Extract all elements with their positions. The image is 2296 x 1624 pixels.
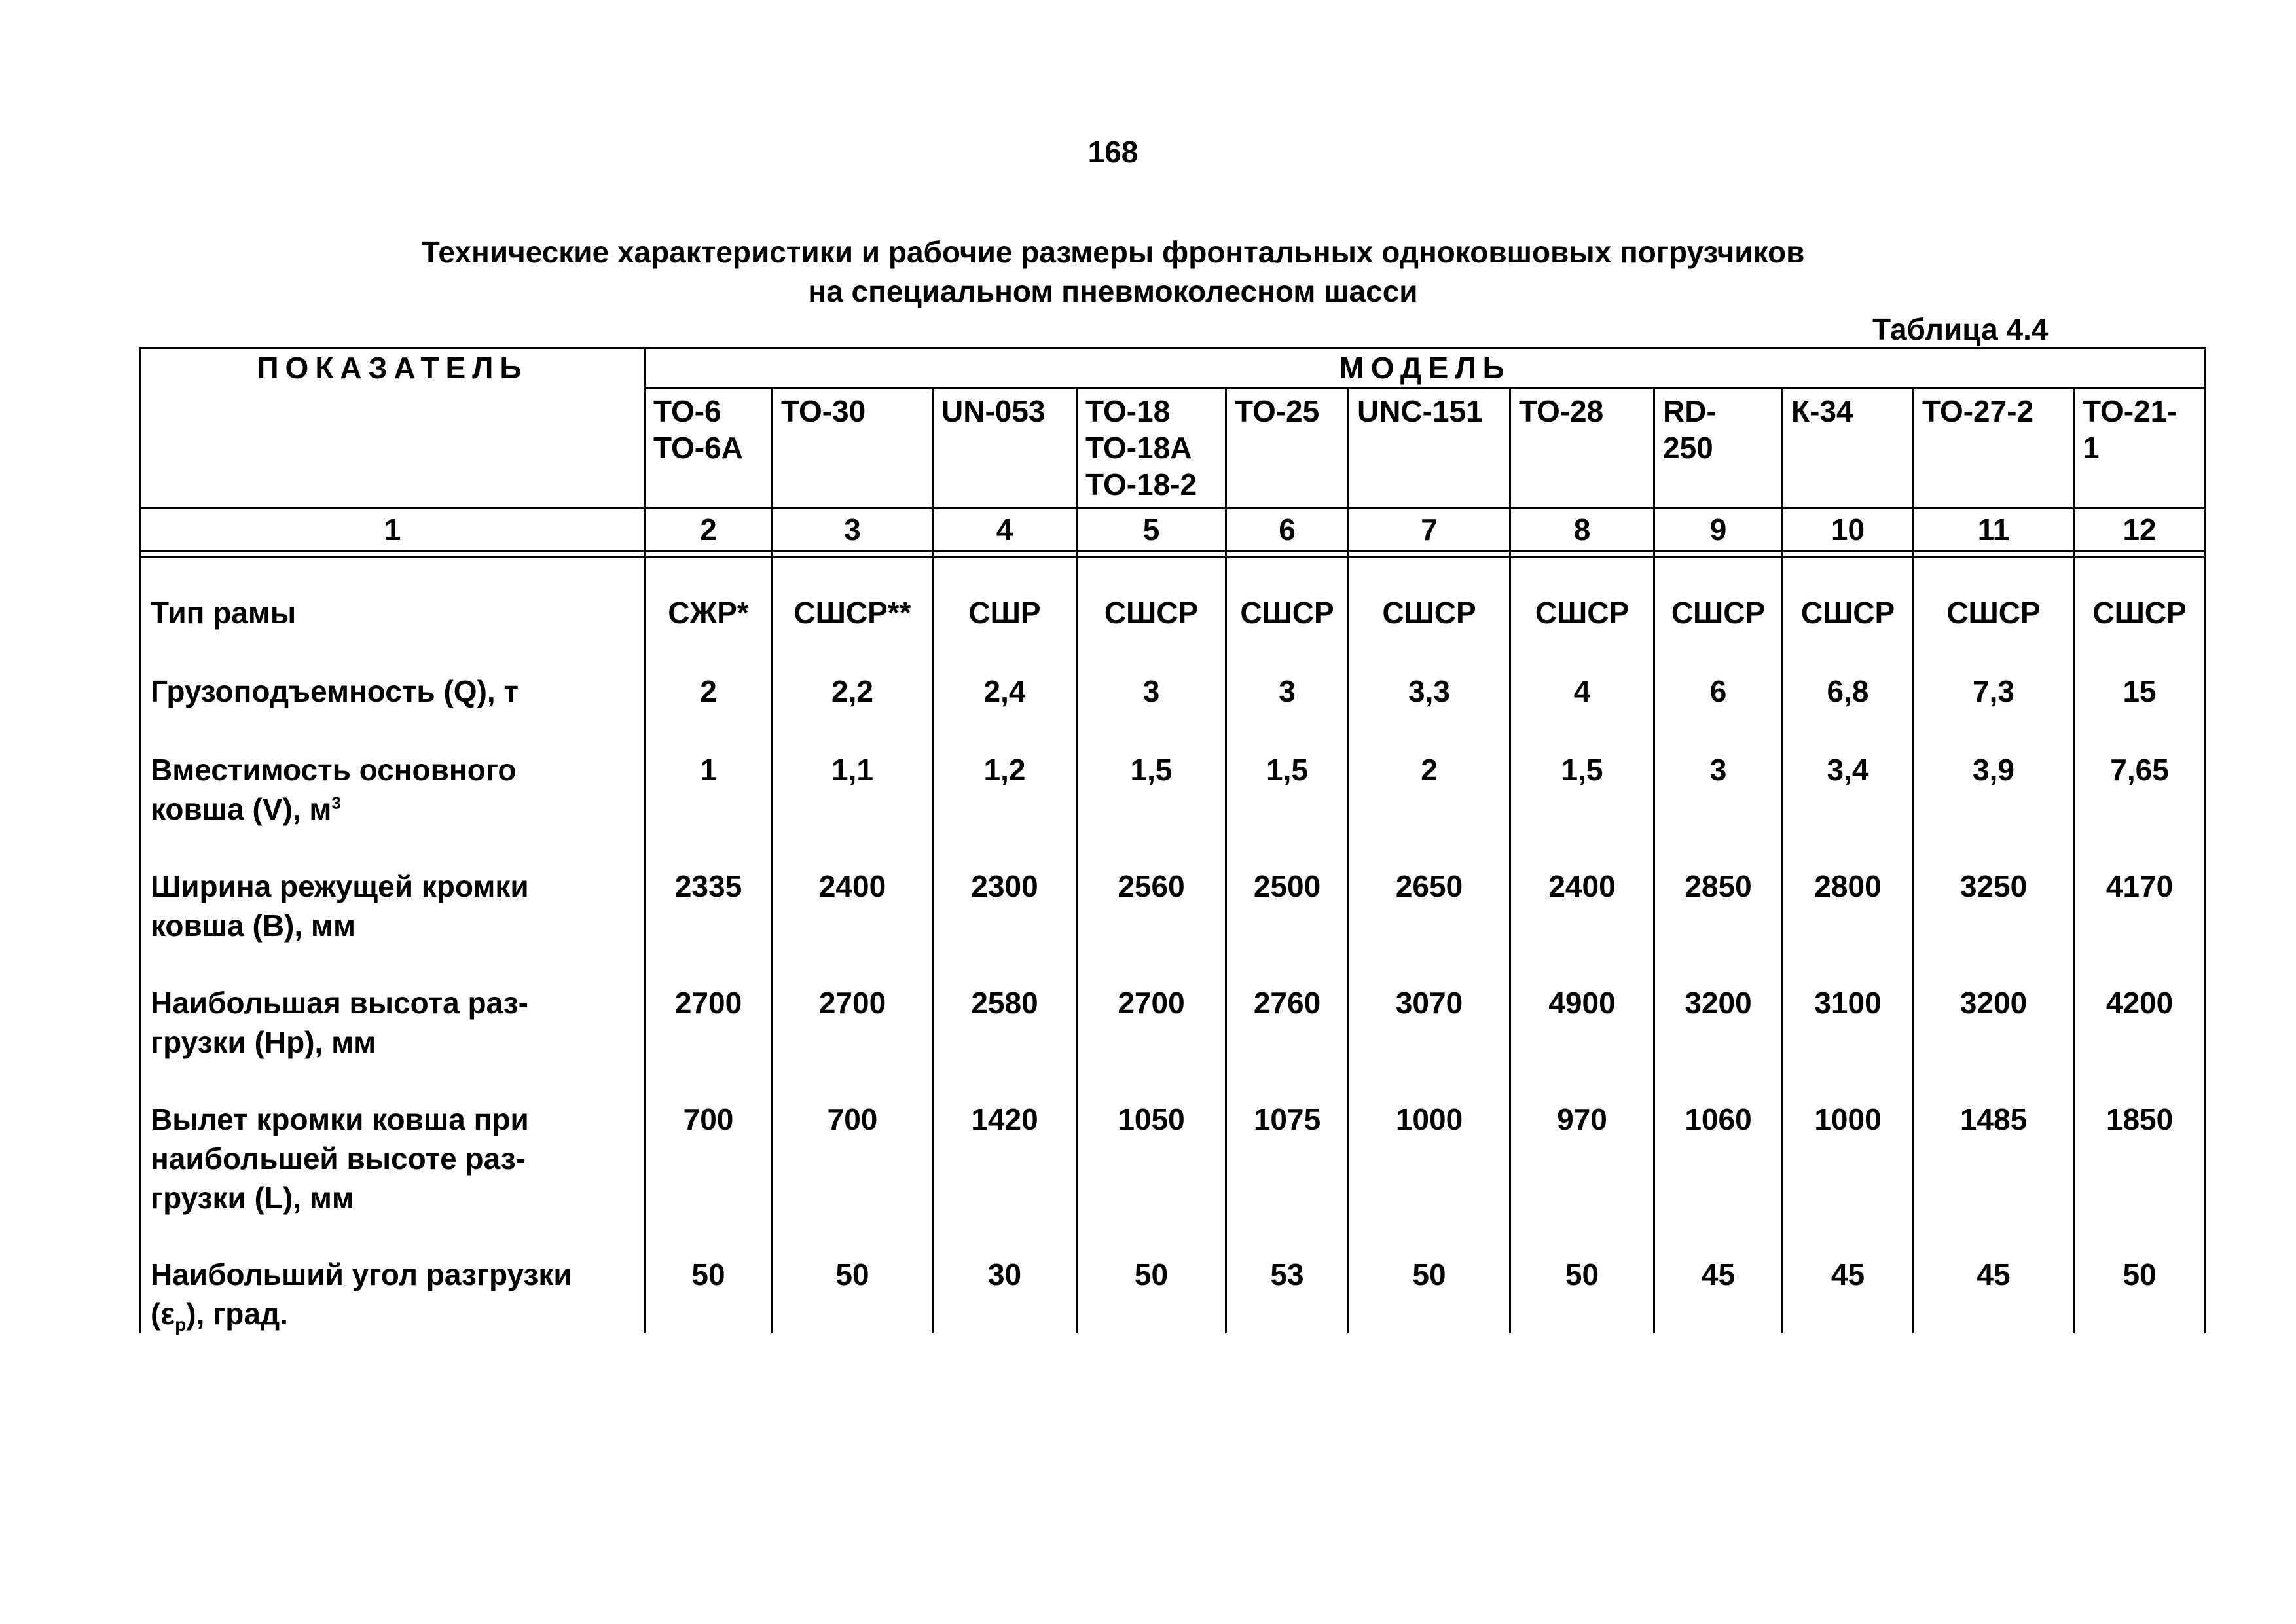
- table-cell: 2700: [645, 983, 773, 1100]
- table-cell: СШСР: [1783, 557, 1914, 672]
- table-cell: 50: [773, 1255, 933, 1333]
- model-name-cell: [1349, 388, 1510, 509]
- table-cell: 3200: [1654, 983, 1783, 1100]
- table-cell: 2335: [645, 867, 773, 983]
- param-header: ПОКАЗАТЕЛЬ: [141, 348, 645, 509]
- model-header: МОДЕЛЬ: [645, 348, 2206, 388]
- table-cell: 1050: [1077, 1100, 1226, 1255]
- column-numbers-row: [141, 509, 2206, 551]
- table-cell: 1,2: [933, 750, 1077, 867]
- column-number: 8: [1510, 509, 1654, 551]
- model-name-cell: [2074, 388, 2206, 509]
- table-row: [141, 1100, 2206, 1255]
- table-cell: 45: [1654, 1255, 1783, 1333]
- column-number: 3: [773, 509, 933, 551]
- row-label-line: грузки (L), мм: [151, 1181, 354, 1215]
- table-cell: 3,3: [1349, 672, 1510, 750]
- table-cell: 50: [2074, 1255, 2206, 1333]
- table-cell: 4900: [1510, 983, 1654, 1100]
- row-label: [141, 557, 645, 672]
- table-cell: 50: [645, 1255, 773, 1333]
- table-cell: СШСР: [1077, 557, 1226, 672]
- table-cell: СШСР: [1914, 557, 2074, 672]
- model-name-cell: [1510, 388, 1654, 509]
- specs-table: [139, 347, 2206, 1333]
- table-cell: 7,3: [1914, 672, 2074, 750]
- table-cell: 3070: [1349, 983, 1510, 1100]
- table-cell: 3: [1654, 750, 1783, 867]
- table-cell: СШСР: [1226, 557, 1349, 672]
- table-cell: 1,5: [1226, 750, 1349, 867]
- table-cell: 4170: [2074, 867, 2206, 983]
- page-number: 168: [1087, 135, 1139, 169]
- table-body: [141, 551, 2206, 1334]
- model-name-line: ТО-27-2: [1922, 394, 2034, 428]
- table-cell: 3250: [1914, 867, 2074, 983]
- table-cell: 15: [2074, 672, 2206, 750]
- model-name-line: 1: [2083, 431, 2100, 465]
- model-name-cell: [1914, 388, 2074, 509]
- row-label-line: ковша (V), $м^3$: [151, 792, 341, 826]
- table-cell: СЖР*: [645, 557, 773, 672]
- table-cell: 7,65: [2074, 750, 2206, 867]
- table-cell: СШСР: [1349, 557, 1510, 672]
- table-cell: 3,9: [1914, 750, 2074, 867]
- table-cell: СШСР**: [773, 557, 933, 672]
- model-name-line: RD-: [1663, 394, 1717, 428]
- table-cell: 6,8: [1783, 672, 1914, 750]
- table-cell: 1075: [1226, 1100, 1349, 1255]
- column-number: 2: [645, 509, 773, 551]
- table-cell: 2500: [1226, 867, 1349, 983]
- table-cell: 1000: [1349, 1100, 1510, 1255]
- row-label-line: Тип рамы: [151, 596, 297, 630]
- table-cell: 2: [645, 672, 773, 750]
- table-cell: 2580: [933, 983, 1077, 1100]
- column-number: 12: [2074, 509, 2206, 551]
- table-cell: 700: [645, 1100, 773, 1255]
- model-name-line: ТО-6: [653, 394, 721, 428]
- row-label: [141, 983, 645, 1100]
- model-name-cell: [1226, 388, 1349, 509]
- column-number: 6: [1226, 509, 1349, 551]
- row-label-line: $(\varepsilon_р)$, град.: [151, 1297, 288, 1335]
- model-name-cell: [773, 388, 933, 509]
- model-name-line: К-34: [1791, 394, 1853, 428]
- model-name-line: ТО-18А: [1085, 431, 1192, 465]
- table-cell: 45: [1783, 1255, 1914, 1333]
- column-number: 4: [933, 509, 1077, 551]
- table-cell: 53: [1226, 1255, 1349, 1333]
- table-cell: 2,4: [933, 672, 1077, 750]
- table-cell: 1420: [933, 1100, 1077, 1255]
- model-name-cell: [1077, 388, 1226, 509]
- table-row: [141, 867, 2206, 983]
- row-label: [141, 750, 645, 867]
- row-label-line: ковша (В), мм: [151, 909, 355, 943]
- table-cell: 3,4: [1783, 750, 1914, 867]
- column-number: 1: [141, 509, 645, 551]
- table-cell: 2400: [773, 867, 933, 983]
- table-cell: СШСР: [1510, 557, 1654, 672]
- table-cell: 2850: [1654, 867, 1783, 983]
- row-label-line: Наибольший угол разгрузки: [151, 1257, 572, 1291]
- table-row: [141, 983, 2206, 1100]
- row-label-line: Вылет кромки ковша при: [151, 1102, 529, 1136]
- table-cell: 4200: [2074, 983, 2206, 1100]
- title-line-2: на специальном пневмоколесном шасси: [808, 274, 1418, 308]
- row-label: [141, 672, 645, 750]
- table-cell: 1: [645, 750, 773, 867]
- row-label: [141, 1100, 645, 1255]
- table-cell: 50: [1077, 1255, 1226, 1333]
- model-name-line: ТО-28: [1519, 394, 1604, 428]
- column-number: 5: [1077, 509, 1226, 551]
- table-cell: 970: [1510, 1100, 1654, 1255]
- table-cell: 3100: [1783, 983, 1914, 1100]
- table-cell: 1,1: [773, 750, 933, 867]
- table-label: Таблица 4.4: [1872, 312, 2049, 346]
- table-cell: 2650: [1349, 867, 1510, 983]
- model-name-line: ТО-6А: [653, 431, 743, 465]
- table-cell: 2700: [773, 983, 933, 1100]
- unit-superscript: 3: [331, 793, 341, 813]
- row-label: [141, 867, 645, 983]
- table-cell: 2700: [1077, 983, 1226, 1100]
- table-cell: 2400: [1510, 867, 1654, 983]
- table-cell: 700: [773, 1100, 933, 1255]
- table-cell: 1,5: [1077, 750, 1226, 867]
- row-label-line: грузки (Нр), мм: [151, 1025, 376, 1059]
- table-cell: 4: [1510, 672, 1654, 750]
- table-cell: 2,2: [773, 672, 933, 750]
- row-label-line: Грузоподъемность (Q), т: [151, 674, 519, 708]
- table-cell: 1485: [1914, 1100, 2074, 1255]
- column-number: 10: [1783, 509, 1914, 551]
- table-cell: СШСР: [1654, 557, 1783, 672]
- column-number: 7: [1349, 509, 1510, 551]
- table-cell: 3: [1226, 672, 1349, 750]
- table-cell: 3: [1077, 672, 1226, 750]
- table-row: [141, 1255, 2206, 1333]
- model-name-cell: [1654, 388, 1783, 509]
- table-cell: 1060: [1654, 1100, 1783, 1255]
- table-cell: 6: [1654, 672, 1783, 750]
- column-number: 9: [1654, 509, 1783, 551]
- model-name-line: ТО-25: [1235, 394, 1320, 428]
- row-label-line: наибольшей высоте раз-: [151, 1142, 526, 1176]
- table-cell: 2800: [1783, 867, 1914, 983]
- table-cell: 50: [1510, 1255, 1654, 1333]
- table-cell: 3200: [1914, 983, 2074, 1100]
- table-row: [141, 557, 2206, 672]
- model-name-line: ТО-21-: [2083, 394, 2178, 428]
- symbol-subscript: р: [175, 1314, 187, 1335]
- table-cell: 30: [933, 1255, 1077, 1333]
- table-cell: СШР: [933, 557, 1077, 672]
- model-name-line: UNC-151: [1357, 394, 1483, 428]
- table-cell: 2: [1349, 750, 1510, 867]
- row-label-line: Наибольшая высота раз-: [151, 986, 528, 1020]
- model-name-line: UN-053: [941, 394, 1046, 428]
- table-cell: 1000: [1783, 1100, 1914, 1255]
- model-name-cell: [645, 388, 773, 509]
- table-cell: 2300: [933, 867, 1077, 983]
- table-cell: 50: [1349, 1255, 1510, 1333]
- table-cell: СШСР: [2074, 557, 2206, 672]
- row-label-line: Ширина режущей кромки: [151, 869, 529, 903]
- table-cell: 45: [1914, 1255, 2074, 1333]
- table-row: [141, 750, 2206, 867]
- title-line-1: Технические характеристики и рабочие размеры фронтальных одноковшовых погрузчиков: [421, 235, 1805, 269]
- model-name-cell: [933, 388, 1077, 509]
- model-name-line: ТО-18: [1085, 394, 1171, 428]
- model-name-line: ТО-30: [781, 394, 866, 428]
- model-name-line: 250: [1663, 431, 1713, 465]
- model-name-line: ТО-18-2: [1085, 467, 1197, 501]
- row-label: [141, 1255, 645, 1333]
- table-cell: 2560: [1077, 867, 1226, 983]
- table-cell: 2760: [1226, 983, 1349, 1100]
- table-cell: 1,5: [1510, 750, 1654, 867]
- row-label-line: Вместимость основного: [151, 753, 517, 787]
- column-number: 11: [1914, 509, 2074, 551]
- table-row: [141, 672, 2206, 750]
- page-title: [196, 232, 2030, 311]
- table-cell: 1850: [2074, 1100, 2206, 1255]
- model-name-cell: [1783, 388, 1914, 509]
